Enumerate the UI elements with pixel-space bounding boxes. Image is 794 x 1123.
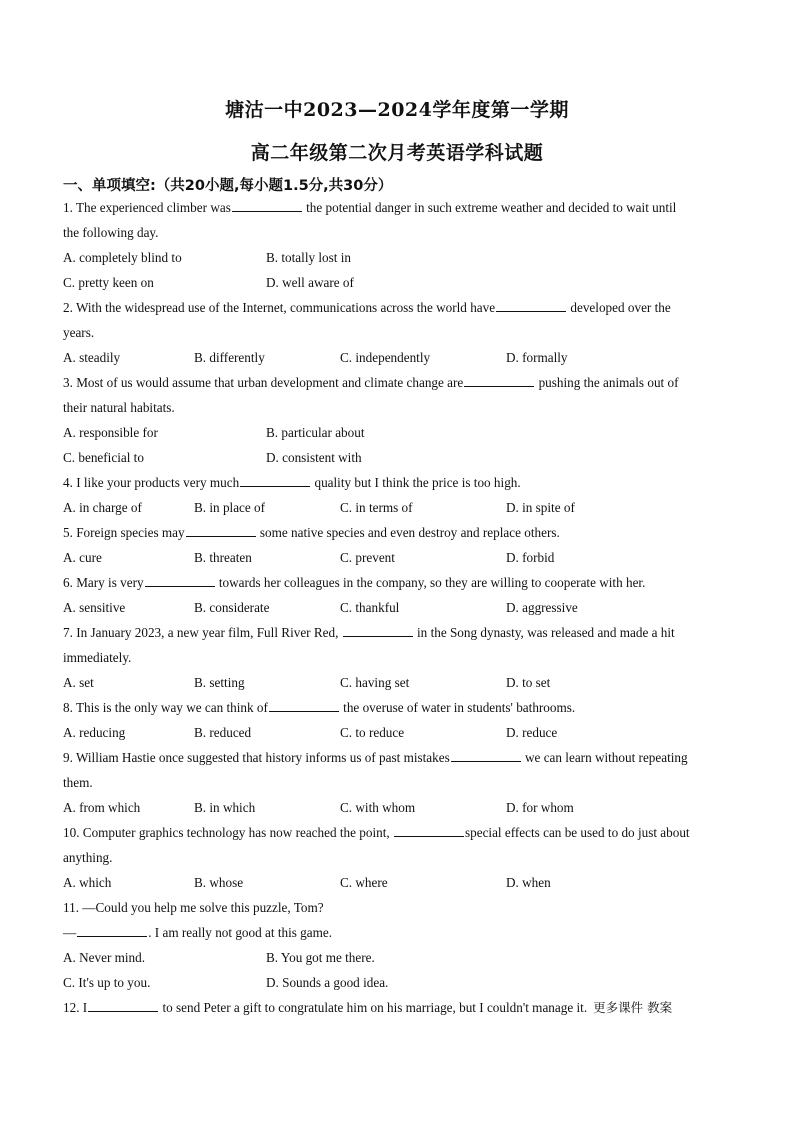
- answer-option: A. which: [63, 875, 112, 890]
- question-5: [63, 523, 728, 573]
- answer-blank: [343, 623, 413, 637]
- answer-option: B. in which: [194, 800, 256, 815]
- stem-text: the following day.: [63, 225, 159, 240]
- answer-option: B. You got me there.: [266, 950, 375, 965]
- stem-text: 11. —Could you help me solve this puzzle, Tom?: [63, 900, 324, 915]
- answer-option: C. where: [340, 875, 388, 890]
- answer-option: A. responsible for: [63, 425, 158, 440]
- stem-text: special effects can be used to do just about: [464, 825, 690, 840]
- option-row: [63, 973, 728, 998]
- answer-option: A. sensitive: [63, 600, 126, 615]
- stem-text: the potential danger in such extreme weather and decided to wait until: [302, 200, 677, 215]
- option-row: [63, 723, 728, 748]
- stem-text: 6. Mary is very: [63, 575, 144, 590]
- answer-blank: [394, 823, 464, 837]
- answer-option: D. reduce: [506, 725, 558, 740]
- stem-text: in the Song dynasty, was released and made a hit: [413, 625, 675, 640]
- question-stem-line: [63, 998, 728, 1023]
- question-stem-line: [63, 323, 728, 348]
- stem-text: 8. This is the only way we can think of: [63, 700, 268, 715]
- answer-option: C. prevent: [340, 550, 395, 565]
- section-heading: 一、单项填空:（共20小题,每小题1.5分,共30分）: [63, 178, 393, 194]
- answer-option: A. set: [63, 675, 94, 690]
- answer-option: B. particular about: [266, 425, 365, 440]
- answer-option: A. reducing: [63, 725, 126, 740]
- answer-option: D. to set: [506, 675, 551, 690]
- question-stem-line: [63, 373, 728, 398]
- answer-option: A. steadily: [63, 350, 121, 365]
- stem-text: 4. I like your products very much: [63, 475, 240, 490]
- option-row: [63, 873, 728, 898]
- answer-option: D. well aware of: [266, 275, 354, 290]
- question-stem-line: [63, 198, 728, 223]
- question-stem-line: [63, 748, 728, 773]
- answer-option: B. reduced: [194, 725, 252, 740]
- answer-option: D. formally: [506, 350, 568, 365]
- answer-option: A. in charge of: [63, 500, 142, 515]
- stem-text: years.: [63, 325, 95, 340]
- answer-option: C. in terms of: [340, 500, 413, 515]
- stem-text: quality but I think the price is too high.: [311, 475, 521, 490]
- question-stem-line: [63, 623, 728, 648]
- stem-text: them.: [63, 775, 93, 790]
- question-2: [63, 298, 728, 373]
- stem-text: towards her colleagues in the company, so they are willing to cooperate with her.: [215, 575, 646, 590]
- question-stem-line: [63, 848, 728, 873]
- stem-text: anything.: [63, 850, 113, 865]
- stem-text: their natural habitats.: [63, 400, 175, 415]
- answer-option: C. pretty keen on: [63, 275, 154, 290]
- question-9: [63, 748, 728, 823]
- answer-option: C. to reduce: [340, 725, 405, 740]
- option-row: [63, 798, 728, 823]
- question-stem-line: [63, 473, 728, 498]
- answer-option: D. when: [506, 875, 551, 890]
- question-stem-line: [63, 298, 728, 323]
- question-stem-line: [63, 773, 728, 798]
- question-10: [63, 823, 728, 898]
- answer-option: A. from which: [63, 800, 141, 815]
- question-stem-line: [63, 898, 728, 923]
- answer-option: B. differently: [194, 350, 265, 365]
- answer-option: A. Never mind.: [63, 950, 146, 965]
- question-stem-line: [63, 648, 728, 673]
- question-stem-line: [63, 923, 728, 948]
- stem-text: —: [63, 925, 77, 940]
- answer-option: C. with whom: [340, 800, 416, 815]
- option-row: [63, 248, 728, 273]
- question-4: [63, 473, 728, 523]
- stem-text: we can learn without repeating: [521, 750, 688, 765]
- answer-option: A. cure: [63, 550, 102, 565]
- answer-option: D. forbid: [506, 550, 555, 565]
- question-8: [63, 698, 728, 748]
- stem-text: immediately.: [63, 650, 132, 665]
- stem-text: developed over the: [567, 300, 671, 315]
- answer-option: C. independently: [340, 350, 431, 365]
- question-list: [63, 198, 728, 1023]
- answer-blank: [88, 998, 158, 1012]
- stem-text: the overuse of water in students' bathrooms.: [339, 700, 576, 715]
- answer-blank: [77, 923, 147, 937]
- option-row: [63, 348, 728, 373]
- option-row: [63, 598, 728, 623]
- option-row: [63, 448, 728, 473]
- stem-text: pushing the animals out of: [535, 375, 679, 390]
- question-6: [63, 573, 728, 623]
- question-stem-line: [63, 398, 728, 423]
- stem-text: 5. Foreign species may: [63, 525, 185, 540]
- answer-option: D. consistent with: [266, 450, 362, 465]
- option-row: [63, 273, 728, 298]
- answer-option: B. in place of: [194, 500, 266, 515]
- answer-option: B. totally lost in: [266, 250, 351, 265]
- stem-text: some native species and even destroy and replace others.: [256, 525, 560, 540]
- option-row: [63, 548, 728, 573]
- answer-option: B. whose: [194, 875, 244, 890]
- option-row: [63, 948, 728, 973]
- question-7: [63, 623, 728, 698]
- answer-option: D. Sounds a good idea.: [266, 975, 389, 990]
- stem-text: 9. William Hastie once suggested that history informs us of past mistakes: [63, 750, 450, 765]
- option-row: [63, 673, 728, 698]
- answer-option: B. setting: [194, 675, 245, 690]
- stem-text: 2. With the widespread use of the Internet, communications across the world have: [63, 300, 496, 315]
- question-1: [63, 198, 728, 298]
- answer-blank: [145, 573, 215, 587]
- answer-blank: [496, 298, 566, 312]
- stem-text: to send Peter a gift to congratulate him on his marriage, but I couldn't manage it.: [159, 1000, 588, 1015]
- question-stem-line: [63, 823, 728, 848]
- stem-text: 7. In January 2023, a new year film, Full River Red,: [63, 625, 342, 640]
- question-stem-line: [63, 698, 728, 723]
- answer-option: C. It's up to you.: [63, 975, 151, 990]
- answer-option: C. thankful: [340, 600, 400, 615]
- option-row: [63, 498, 728, 523]
- answer-blank: [232, 198, 302, 212]
- stem-text: 12. I: [63, 1000, 88, 1015]
- answer-blank: [269, 698, 339, 712]
- question-stem-line: [63, 223, 728, 248]
- answer-blank: [451, 748, 521, 762]
- answer-option: C. having set: [340, 675, 410, 690]
- stem-text: 3. Most of us would assume that urban development and climate change are: [63, 375, 464, 390]
- question-stem-line: [63, 523, 728, 548]
- question-11: [63, 898, 728, 998]
- watermark-text: 更多课件 教案: [593, 1000, 673, 1015]
- exam-subtitle: 高二年级第二次月考英语学科试题: [250, 142, 544, 164]
- answer-option: B. threaten: [194, 550, 252, 565]
- stem-text: . I am really not good at this game.: [148, 925, 333, 940]
- answer-blank: [186, 523, 256, 537]
- question-3: [63, 373, 728, 473]
- answer-blank: [240, 473, 310, 487]
- answer-option: D. for whom: [506, 800, 574, 815]
- answer-option: C. beneficial to: [63, 450, 144, 465]
- question-12: [63, 998, 728, 1023]
- exam-title: 塘沽一中2023—2024学年度第一学期: [225, 99, 569, 121]
- question-stem-line: [63, 573, 728, 598]
- stem-text: 10. Computer graphics technology has now reached the point,: [63, 825, 393, 840]
- answer-option: A. completely blind to: [63, 250, 182, 265]
- answer-option: D. aggressive: [506, 600, 578, 615]
- answer-option: D. in spite of: [506, 500, 575, 515]
- stem-text: 1. The experienced climber was: [63, 200, 231, 215]
- answer-option: B. considerate: [194, 600, 270, 615]
- answer-blank: [464, 373, 534, 387]
- option-row: [63, 423, 728, 448]
